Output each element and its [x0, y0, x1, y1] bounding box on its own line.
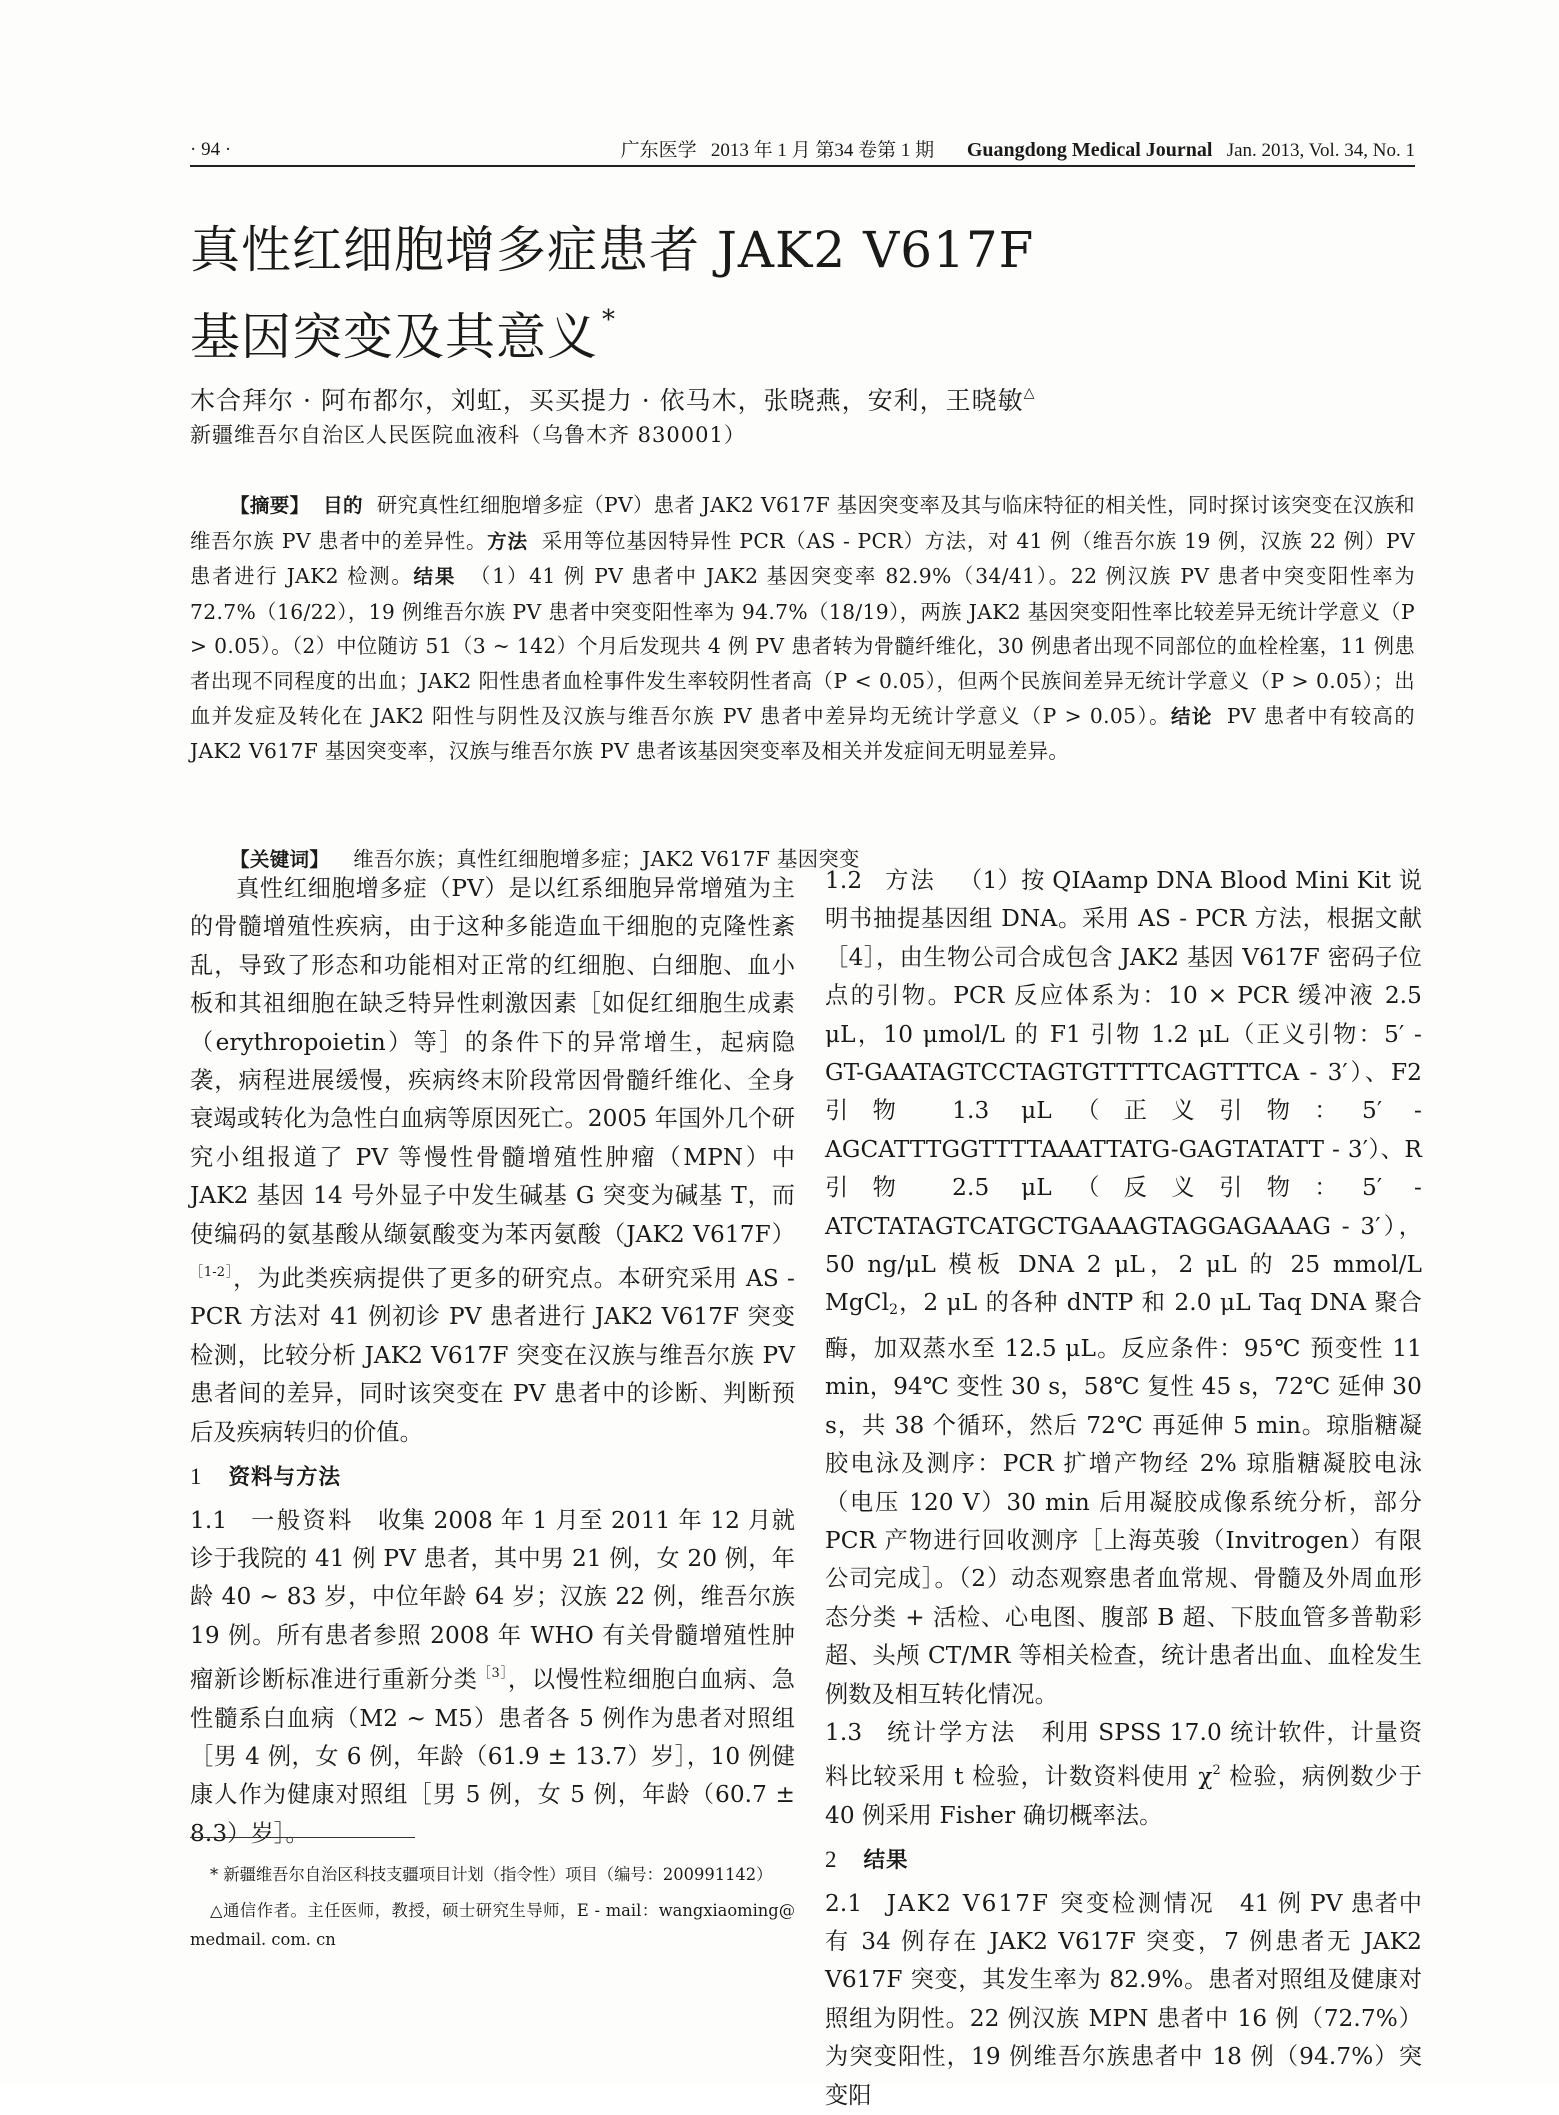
subsection-1-3-heading: 统计学方法: [887, 1718, 1017, 1746]
abstract-label: 【摘要】: [230, 494, 310, 517]
subsection-1-3-number: 1.3: [825, 1718, 863, 1746]
affiliation: 新疆维吾尔自治区人民医院血液科（乌鲁木齐 830001）: [190, 423, 746, 447]
abstract-paragraph: [190, 488, 1415, 769]
body-column-left: [190, 870, 795, 1853]
results-label: 结果: [413, 565, 457, 589]
subsection-1-1-number: 1.1: [190, 1506, 228, 1534]
subsection-2-1: [825, 1885, 1422, 2115]
chi-square-superscript: 2: [1212, 1763, 1221, 1779]
subsection-1-3-text-a: 利用 SPSS 17.0 统计软件，计量资料比较采用 t 检验，计数资料使用 χ: [825, 1718, 1422, 1791]
body-column-right: [825, 862, 1422, 2115]
footnote-rule: [190, 1837, 415, 1838]
footnote-fund: * 新疆维吾尔自治区科技支疆项目计划（指令性）项目（编号：200991142）: [210, 1865, 773, 1884]
author-names: 木合拜尔 · 阿布都尔，刘虹，买买提力 · 依马木，张晓燕，安利，王晓敏: [190, 386, 1024, 415]
subsection-2-1-heading: JAK2 V617F 突变检测情况: [886, 1889, 1216, 1917]
section-2-number: 2: [825, 1847, 838, 1873]
subsection-1-1-citation: ［3］: [477, 1666, 508, 1682]
intro-citation: ［1-2］: [190, 1265, 234, 1281]
methods-label: 方法: [487, 529, 528, 553]
subsection-1-2: [825, 862, 1422, 1714]
subsection-1-1: [190, 1502, 795, 1854]
section-1-number: 1: [190, 1464, 203, 1490]
journal-name-cn: 广东医学: [620, 140, 697, 161]
title-line-2-text: 基因突变及其意义: [190, 308, 598, 366]
subsection-1-3-text-b: 检验，病例数少于 40 例采用 Fisher 确切概率法。: [825, 1763, 1422, 1829]
section-1-heading: [190, 1458, 795, 1497]
subsection-1-1-text-b: ，以慢性粒细胞白血病、急性髓系白血病（M2 ~ M5）患者各 5 例作为患者对照组［男 4 例，女 6 例，年龄（61.9 ± 13.7）岁］，10 例健康人作为健康对照组［男 5 例，女 5 例，年龄（60.7 ± 8.3）岁］。: [190, 1666, 795, 1847]
subsection-1-3: [825, 1714, 1422, 1835]
journal-running-head: [621, 133, 1415, 168]
title-line-2: [190, 285, 1390, 372]
running-header: [190, 133, 1415, 167]
page-number: · 94 ·: [190, 139, 232, 160]
intro-text-b: ，为此类疾病提供了更多的研究点。本研究采用 AS - PCR 方法对 41 例初诊 PV 患者进行 JAK2 V617F 突变检测，比较分析 JAK2 V617F 突变在汉族与维吾尔族 PV 患者间的差异，同时该突变在 PV 患者中的诊断、判断预后及疾病转归的价值。: [190, 1265, 795, 1446]
section-1-title: 资料与方法: [228, 1465, 342, 1491]
subsection-1-2-number: 1.2: [825, 867, 863, 894]
title-footnote-mark: *: [602, 305, 616, 335]
mgcl-subscript: 2: [889, 1302, 899, 1319]
objective-label: 目的: [323, 494, 363, 517]
section-2-heading: [825, 1841, 1422, 1880]
abstract: [190, 488, 1415, 769]
corresponding-mark: △: [1023, 385, 1036, 401]
subsection-1-1-text-a: 收集 2008 年 1 月至 2011 年 12 月就诊于我院的 41 例 PV 患者，其中男 21 例，女 20 例，年龄 40 ~ 83 岁，中位年龄 64 岁；汉族 22 例，维吾尔族 19 例。所有患者参照 2008 年 WHO 有关骨髓增殖性肿瘤新诊断标准进行重新分类: [190, 1506, 795, 1694]
keywords-text: 维吾尔族；真性红细胞增多症；JAK2 V617F 基因突变: [353, 847, 860, 871]
footnote-corresponding: △通信作者。主任医师，教授，硕士研究生导师，E - mail：wangxiaoming@ medmail. com. cn: [190, 1901, 795, 1949]
subsection-1-2-heading: 方法: [885, 867, 937, 894]
subsection-2-1-text: 41 例 PV 患者中有 34 例存在 JAK2 V617F 突变，7 例患者无 JAK2 V617F 突变，其发生率为 82.9%。患者对照组及健康对照组为阴性。22 例汉族 MPN 患者中 16 例（72.7%）为突变阳性，19 例维吾尔族患者中 18 例（94.7%）突变阳: [825, 1889, 1422, 2109]
methods-text: 采用等位基因特异性 PCR（AS - PCR）方法，对 41 例（维吾尔族 19 例，汉族 22 例）PV 患者进行 JAK2 检测。: [190, 528, 1415, 589]
results-text: （1）41 例 PV 患者中 JAK2 基因突变率 82.9%（34/41）。22 例汉族 PV 患者中突变阳性率为 72.7%（16/22），19 例维吾尔族 PV 患者中突变阳性率为 94.7%（18/19），两族 JAK2 基因突变阳性率比较差异无统计学意义（P > 0.05）。（2）中位随访 51（3 ~ 142）个月后发现共 4 例 PV 患者转为骨髓纤维化，30 例患者出现不同部位的血栓栓塞，11 例患者出现不同程度的出血；JAK2 阳性患者血栓事件发生率较阴性者高（P < 0.05），但两个民族间差异无统计学意义（P > 0.05）；出血并发症及转化在 JAK2 阳性与阴性及汉族与维吾尔族 PV 患者中差异均无统计学意义（P > 0.05）。: [190, 564, 1415, 728]
intro-text-a: 真性红细胞增多症（PV）是以红系细胞异常增殖为主的骨髓增殖性疾病，由于这种多能造血干细胞的克隆性紊乱，导致了形态和功能相对正常的红细胞、白细胞、血小板和其祖细胞在缺乏特异性刺激因素［如促红细胞生成素（erythropoietin）等］的条件下的异常增生，起病隐袭，病程进展缓慢，疾病终末阶段常因骨髓纤维化、全身衰竭或转化为急性白血病等原因死亡。2005 年国外几个研究小组报道了 PV 等慢性骨髓增殖性肿瘤（MPN）中 JAK2 基因 14 号外显子中发生碱基 G 突变为碱基 T，而使编码的氨基酸从缬氨酸变为苯丙氨酸（JAK2 V617F）: [190, 875, 795, 1248]
author-list: [190, 375, 1390, 419]
issue-en: Jan. 2013, Vol. 34, No. 1: [1226, 140, 1415, 161]
title-line-1: 真性红细胞增多症患者 JAK2 V617F: [190, 221, 1035, 279]
keywords-label: 【关键词】: [230, 848, 330, 871]
article-title: [190, 215, 1390, 372]
conclusion-label: 结论: [1170, 704, 1213, 728]
subsection-1-1-heading: 一般资料: [251, 1506, 354, 1534]
section-2-title: 结果: [863, 1848, 909, 1874]
journal-name-en: Guangdong Medical Journal: [966, 139, 1213, 161]
intro-paragraph: [190, 870, 795, 1452]
subsection-1-2-text-a: （1）按 QIAamp DNA Blood Mini Kit 说明书抽提基因组 DNA。采用 AS - PCR 方法，根据文献［4］，由生物公司合成包含 JAK2 基因 V617F 密码子位点的引物。PCR 反应体系为：10 × PCR 缓冲液 2.5 μL，10 μmol/L 的 F1 引物 1.2 μL（正义引物：5′ - GT-GAATAGTCCTAGTGTTTTCAGTTTCA - 3′）、F2 引物 1.3 μL（正义引物：5′ - AGCATTTGGTTTTAAATTATG-GAGTATATT - 3′）、R 引物 2.5 μL（反义引物：5′ - ATCTATAGTCATGCTGAAAGTAGGAGAAAG - 3′），50 ng/μL 模板 DNA 2 μL，2 μL 的 25 mmol/L MgCl: [825, 867, 1422, 1317]
issue-cn: 2013 年 1 月 第34 卷第 1 期: [710, 140, 935, 161]
objective-text: 研究真性红细胞增多症（PV）患者 JAK2 V617F 基因突变率及其与临床特征的相关性，同时探讨该突变在汉族和维吾尔族 PV 患者中的差异性。: [190, 493, 1416, 553]
subsection-1-2-text-b: ，2 μL 的各种 dNTP 和 2.0 μL Taq DNA 聚合酶，加双蒸水至 12.5 μL。反应条件：95℃ 预变性 11 min，94℃ 变性 30 s，58℃ 复性 45 s，72℃ 延伸 30 s，共 38 个循环，然后 72℃ 再延伸 5 min。琼脂糖凝胶电泳及测序：PCR 扩增产物经 2% 琼脂糖凝胶电泳（电压 120 V）30 min 后用凝胶成像系统分析，部分 PCR 产物进行回收测序［上海英骏（Invitrogen）有限公司完成］。（2）动态观察患者血常规、骨髓及外周血形态分类 + 活检、心电图、腹部 B 超、下肢血管多普勒彩超、头颅 CT/MR 等相关检查，统计患者出血、血栓发生例数及相互转化情况。: [825, 1289, 1422, 1708]
footnotes: [190, 1860, 795, 1961]
conclusion-text: PV 患者中有较高的 JAK2 V617F 基因突变率，汉族与维吾尔族 PV 患者该基因突变率及相关并发症间无明显差异。: [190, 703, 1415, 764]
header-rule: [190, 165, 1415, 167]
subsection-2-1-number: 2.1: [825, 1889, 863, 1917]
